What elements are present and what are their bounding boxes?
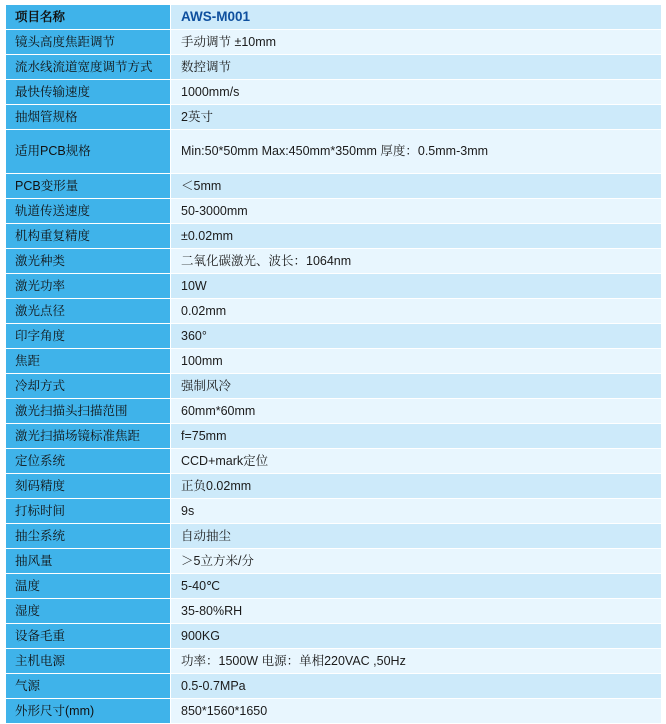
table-row [6, 80, 662, 105]
spec-value-cell: 850*1560*1650 [171, 699, 662, 724]
table-row [6, 105, 662, 130]
spec-value-cell: 35-80%RH [171, 599, 662, 624]
spec-value-cell: 360° [171, 324, 662, 349]
spec-value-cell: ±0.02mm [171, 224, 662, 249]
spec-label-cell: 流水线流道宽度调节方式 [6, 55, 171, 80]
spec-value-cell: 0.02mm [171, 299, 662, 324]
spec-value-cell: ＞5立方米/分 [171, 549, 662, 574]
spec-label-cell: 激光点径 [6, 299, 171, 324]
spec-value-cell: 50-3000mm [171, 199, 662, 224]
spec-value-cell: 0.5-0.7MPa [171, 674, 662, 699]
spec-label-cell: 湿度 [6, 599, 171, 624]
spec-label-cell: 温度 [6, 574, 171, 599]
spec-label-cell: 冷却方式 [6, 374, 171, 399]
table-header-row [6, 5, 662, 30]
spec-value-cell: 60mm*60mm [171, 399, 662, 424]
spec-label-cell: 抽尘系统 [6, 524, 171, 549]
spec-value-cell: 自动抽尘 [171, 524, 662, 549]
spec-label-cell: 抽烟管规格 [6, 105, 171, 130]
spec-value-cell: 9s [171, 499, 662, 524]
table-row [6, 649, 662, 674]
spec-label-cell: 打标时间 [6, 499, 171, 524]
table-row [6, 274, 662, 299]
table-row [6, 674, 662, 699]
spec-value-cell: 100mm [171, 349, 662, 374]
spec-value-cell: 数控调节 [171, 55, 662, 80]
spec-label-cell: 激光功率 [6, 274, 171, 299]
table-row [6, 424, 662, 449]
table-row [6, 624, 662, 649]
spec-label-cell: 镜头高度焦距调节 [6, 30, 171, 55]
spec-label-cell: 激光种类 [6, 249, 171, 274]
spec-value-cell: CCD+mark定位 [171, 449, 662, 474]
table-row [6, 374, 662, 399]
table-row [6, 599, 662, 624]
spec-label-cell: 抽风量 [6, 549, 171, 574]
table-row [6, 524, 662, 549]
spec-value-cell: 强制风冷 [171, 374, 662, 399]
spec-value-cell: 正负0.02mm [171, 474, 662, 499]
table-row [6, 55, 662, 80]
table-header-value-cell: AWS-M001 [171, 5, 662, 30]
table-row [6, 449, 662, 474]
spec-label-cell: PCB变形量 [6, 174, 171, 199]
spec-value-cell: 10W [171, 274, 662, 299]
table-row [6, 574, 662, 599]
spec-value-cell: 900KG [171, 624, 662, 649]
specifications-table-body [6, 5, 662, 724]
spec-label-cell: 定位系统 [6, 449, 171, 474]
spec-label-cell: 外形尺寸(mm) [6, 699, 171, 724]
spec-label-cell: 设备毛重 [6, 624, 171, 649]
table-row [6, 224, 662, 249]
table-row [6, 499, 662, 524]
spec-value-cell: Min:50*50mm Max:450mm*350mm 厚度：0.5mm-3mm [171, 130, 662, 174]
table-row [6, 199, 662, 224]
spec-label-cell: 焦距 [6, 349, 171, 374]
spec-value-cell: 5-40℃ [171, 574, 662, 599]
spec-label-cell: 主机电源 [6, 649, 171, 674]
spec-label-cell: 激光扫描场镜标准焦距 [6, 424, 171, 449]
table-row [6, 549, 662, 574]
spec-value-cell: 功率：1500W 电源：单相220VAC ,50Hz [171, 649, 662, 674]
spec-label-cell: 激光扫描头扫描范围 [6, 399, 171, 424]
spec-label-cell: 刻码精度 [6, 474, 171, 499]
spec-value-cell: ＜5mm [171, 174, 662, 199]
spec-value-cell: 手动调节 ±10mm [171, 30, 662, 55]
table-row [6, 299, 662, 324]
table-row [6, 30, 662, 55]
table-row [6, 130, 662, 174]
table-row [6, 174, 662, 199]
spec-label-cell: 轨道传送速度 [6, 199, 171, 224]
spec-value-cell: 1000mm/s [171, 80, 662, 105]
table-row [6, 324, 662, 349]
spec-label-cell: 最快传输速度 [6, 80, 171, 105]
spec-label-cell: 气源 [6, 674, 171, 699]
spec-label-cell: 机构重复精度 [6, 224, 171, 249]
specifications-table [5, 4, 662, 724]
spec-value-cell: f=75mm [171, 424, 662, 449]
spec-value-cell: 二氧化碳激光、波长：1064nm [171, 249, 662, 274]
spec-value-cell: 2英寸 [171, 105, 662, 130]
table-row [6, 699, 662, 724]
spec-label-cell: 印字角度 [6, 324, 171, 349]
table-row [6, 249, 662, 274]
table-row [6, 474, 662, 499]
table-header-label-cell: 项目名称 [6, 5, 171, 30]
table-row [6, 399, 662, 424]
table-row [6, 349, 662, 374]
spec-label-cell: 适用PCB规格 [6, 130, 171, 174]
